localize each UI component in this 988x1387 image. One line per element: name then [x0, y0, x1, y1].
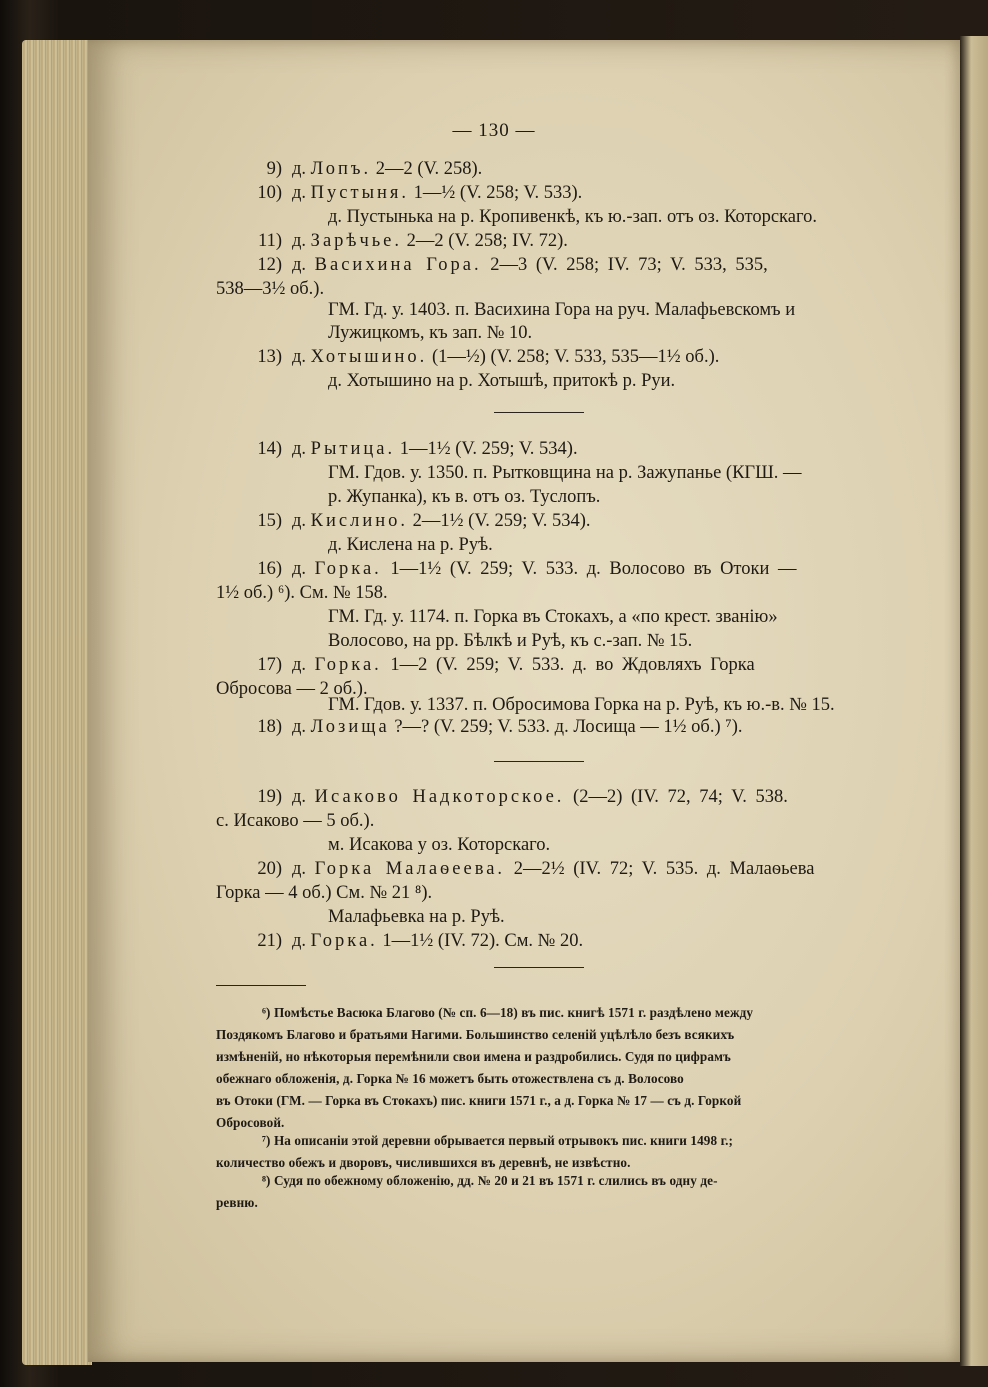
entry-line: [216, 346, 719, 368]
entry-prefix: д.: [292, 655, 315, 675]
footnote-line: ⁷) На описаніи этой деревни обрывается первый отрывокъ пис. книги 1498 г.;: [262, 1133, 734, 1148]
entry-village-name: Исаково Надкоторское.: [314, 787, 565, 807]
entry-details: ?—? (V. 259; V. 533. д. Лосища — 1½ об.) ⁷).: [389, 717, 743, 737]
footnote-line: обежнаго обложенія, д. Горка № 16 можетъ быть отожествлена съ д. Волосово: [216, 1071, 684, 1086]
section-divider: [494, 967, 584, 968]
entry-number: 21): [257, 931, 282, 951]
entry-prefix: д.: [292, 787, 315, 807]
entry-details: 1—2 (V. 259; V. 533. д. во Ждовляхъ Горка: [381, 655, 755, 675]
entry-details: 2—1½ (V. 259; V. 534).: [408, 511, 591, 531]
entry-prefix: д.: [292, 231, 311, 251]
entry-continuation: 1½ об.) ⁶). См. № 158.: [216, 583, 388, 603]
entry-location-note: д. Кислена на р. Руѣ.: [328, 535, 493, 555]
entry-number: 16): [257, 559, 282, 579]
facing-page-edge: [960, 36, 988, 1366]
entry-prefix: д.: [292, 159, 311, 179]
entry-details: 1—1½ (IV. 72). См. № 20.: [377, 931, 584, 951]
entry-village-name: Горка.: [314, 559, 382, 579]
entry-number: 18): [257, 717, 282, 737]
entry-details: (2—2) (IV. 72, 74; V. 538.: [564, 787, 788, 807]
entry-number: 9): [266, 159, 282, 179]
entry-details: 2—2½ (IV. 72; V. 535. д. Малаѳьева: [505, 859, 815, 879]
entry-details: 2—3 (V. 258; IV. 73; V. 533, 535,: [481, 255, 768, 275]
entry-village-name: Зарѣчье.: [310, 231, 403, 251]
entry-location-note: ГМ. Гд. у. 1403. п. Васихина Гора на руч. Малафьевскомъ и: [328, 300, 796, 320]
footnote-line: количество обежъ и дворовъ, числившихся въ деревнѣ, не извѣстно.: [216, 1155, 631, 1170]
entry-location-note: Волосово, на рр. Бѣлкѣ и Руѣ, къ с.-зап. № 15.: [328, 631, 693, 651]
footnote-line: ревню.: [216, 1195, 258, 1210]
entry-location-note: ГМ. Гд. у. 1174. п. Горка въ Стокахъ, а «по крест. званію»: [328, 607, 778, 627]
page-stack-edge: [22, 40, 92, 1365]
entry-number: 13): [257, 347, 282, 367]
entry-continuation: Горка — 4 об.) См. № 21 ⁸).: [216, 883, 433, 903]
entry-village-name: Хотышино.: [310, 347, 428, 367]
entry-location-note: ГМ. Гдов. у. 1350. п. Рытковщина на р. Зажупанье (КГШ. —: [328, 463, 802, 483]
entry-prefix: д.: [292, 183, 311, 203]
entry-line: [216, 558, 797, 580]
footnote-line: ⁶) Помѣстье Васюка Благово (№ сп. 6—18) въ пис. книгѣ 1571 г. раздѣлено между: [262, 1005, 754, 1020]
entry-location-note: д. Пустынька на р. Кропивенкѣ, къ ю.-зап. отъ оз. Которскаго.: [328, 207, 817, 227]
entry-line: [216, 254, 768, 276]
entry-details: 1—1½ (V. 259; V. 534).: [395, 439, 578, 459]
entry-line: [216, 654, 755, 676]
entry-number: 12): [257, 255, 282, 275]
entry-location-note: ГМ. Гдов. у. 1337. п. Обросимова Горка на р. Руѣ, къ ю.-в. № 15.: [328, 695, 835, 715]
entry-details: 1—½ (V. 258; V. 533).: [409, 183, 583, 203]
entry-prefix: д.: [292, 717, 311, 737]
entry-continuation: 538—3½ об.).: [216, 279, 325, 299]
section-divider: [494, 412, 584, 413]
entry-details: (1—½) (V. 258; V. 533, 535—1½ об.).: [427, 347, 720, 367]
entry-village-name: Лозища: [310, 717, 390, 737]
entry-location-note: м. Исакова у оз. Которскаго.: [328, 835, 551, 855]
footnote-line: въ Отоки (ГМ. — Горка въ Стокахъ) пис. книги 1571 г., а д. Горка № 17 — съ д. Горкой: [216, 1093, 742, 1108]
entry-prefix: д.: [292, 439, 311, 459]
entry-line: [216, 858, 814, 880]
entry-line: [216, 786, 788, 808]
entry-prefix: д.: [292, 859, 315, 879]
page-number: — 130 —: [452, 120, 536, 141]
entry-number: 17): [257, 655, 282, 675]
entry-location-note: р. Жупанка), къ в. отъ оз. Туслопъ.: [328, 487, 601, 507]
entry-prefix: д.: [292, 255, 315, 275]
entry-continuation: Обросова — 2 об.).: [216, 679, 368, 699]
footnote-line: Поздякомъ Благово и братьями Нагими. Большинство селеній уцѣлѣло безъ всякихъ: [216, 1027, 735, 1042]
entry-details: 2—2 (V. 258).: [371, 159, 483, 179]
entry-line: [216, 510, 590, 532]
entry-village-name: Рытица.: [310, 439, 396, 459]
entry-village-name: Горка Малаѳеева.: [314, 859, 506, 879]
entry-location-note: Лужицкомъ, къ зап. № 10.: [328, 323, 533, 343]
entry-village-name: Васихина Гора.: [314, 255, 482, 275]
entry-number: 11): [258, 231, 282, 251]
entry-village-name: Пустыня.: [310, 183, 410, 203]
footnote-line: Обросовой.: [216, 1115, 285, 1130]
entry-line: [216, 182, 582, 204]
entry-line: [216, 438, 578, 460]
entry-line: [216, 930, 583, 952]
entry-location-note: д. Хотышино на р. Хотышѣ, притокѣ р. Руи.: [328, 371, 676, 391]
entry-line: [216, 230, 568, 252]
entry-prefix: д.: [292, 511, 311, 531]
entry-continuation: с. Исаково — 5 об.).: [216, 811, 375, 831]
entry-details: 1—1½ (V. 259; V. 533. д. Волосово въ Отоки —: [381, 559, 797, 579]
entry-village-name: Горка.: [314, 655, 382, 675]
footnote-rule: [216, 985, 306, 986]
entry-prefix: д.: [292, 559, 315, 579]
footnote-line: измѣненій, но нѣкоторыя перемѣнили свои имена и раздробились. Судя по цифрамъ: [216, 1049, 731, 1064]
entry-number: 10): [257, 183, 282, 203]
entry-details: 2—2 (V. 258; IV. 72).: [402, 231, 568, 251]
entry-location-note: Малафьевка на р. Руѣ.: [328, 907, 505, 927]
entry-line: [216, 158, 482, 180]
entry-number: 19): [257, 787, 282, 807]
entry-village-name: Горка.: [310, 931, 378, 951]
entry-number: 20): [257, 859, 282, 879]
entry-prefix: д.: [292, 347, 311, 367]
entry-line: [216, 716, 743, 738]
entry-prefix: д.: [292, 931, 311, 951]
entry-village-name: Кислино.: [310, 511, 409, 531]
footnote-line: ⁸) Судя по обежному обложенію, дд. № 20 и 21 въ 1571 г. слились въ одну де-: [262, 1173, 718, 1188]
section-divider: [494, 761, 584, 762]
entry-number: 14): [257, 439, 282, 459]
entry-village-name: Лопъ.: [310, 159, 372, 179]
entry-number: 15): [257, 511, 282, 531]
